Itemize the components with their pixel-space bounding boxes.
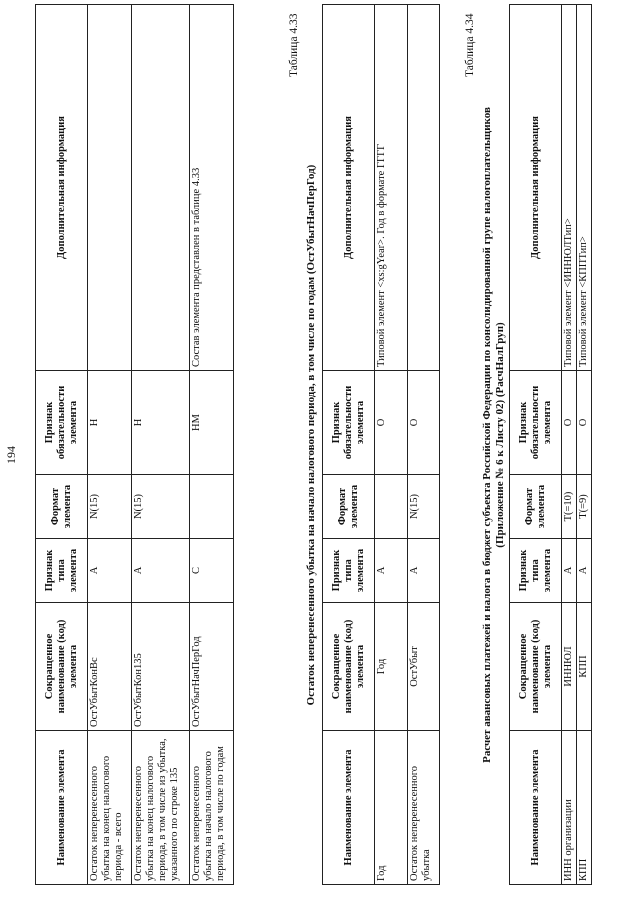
table-cell: С (190, 539, 234, 603)
header-cell: Признак типа элемента (36, 539, 88, 603)
table-cell: ОстУбыт (408, 603, 440, 731)
table-cell: О (408, 371, 440, 475)
table-cell: А (562, 539, 577, 603)
header-cell: Сокращенное наименование (код) элемента (323, 603, 375, 731)
table-cell (375, 475, 408, 539)
table-header-row (323, 5, 375, 885)
table-cell (408, 5, 440, 371)
table-cell: Н (132, 371, 190, 475)
header-cell: Дополнительная информация (36, 5, 88, 371)
table-row (577, 5, 592, 885)
table-cell: N(15) (408, 475, 440, 539)
table-cell: ОстУбытКон135 (132, 603, 190, 731)
table-cell: T(=10) (562, 475, 577, 539)
table-cell: А (577, 539, 592, 603)
table-4-33-label: Таблица 4.33 (288, 13, 300, 77)
table-row (88, 5, 132, 885)
table-cell: КПП (577, 731, 592, 885)
table-cell: Типовой элемент <xs:gYear>. Год в формате ГГГГ (375, 5, 408, 371)
table-cell: ОстУбытНачПерГод (190, 603, 234, 731)
table-4-33 (322, 4, 440, 885)
header-cell: Признак обязательности элемента (510, 371, 562, 475)
table-cell: О (562, 371, 577, 475)
header-cell: Сокращенное наименование (код) элемента (510, 603, 562, 731)
header-cell: Наименование элемента (36, 731, 88, 885)
table-cell: А (88, 539, 132, 603)
table-cell: Год (375, 731, 408, 885)
table-4-34 (509, 4, 592, 885)
table-cell: Состав элемента представлен в таблице 4.33 (190, 5, 234, 371)
table-4-34-label: Таблица 4.34 (464, 13, 476, 77)
table-row (132, 5, 190, 885)
header-cell: Признак обязательности элемента (36, 371, 88, 475)
table-row (190, 5, 234, 885)
table-cell: Н (88, 371, 132, 475)
header-cell: Дополнительная информация (510, 5, 562, 371)
header-cell: Формат элемента (323, 475, 375, 539)
table-header-row (36, 5, 88, 885)
header-cell: Дополнительная информация (323, 5, 375, 371)
table-cell: Типовой элемент <ИННЮЛТип> (562, 5, 577, 371)
table-continuation (35, 4, 234, 885)
header-cell: Формат элемента (36, 475, 88, 539)
table-cell: Остаток неперенесенного убытка на конец налогового периода - всего (88, 731, 132, 885)
table-row (562, 5, 577, 885)
table-cell (132, 5, 190, 371)
header-cell: Признак типа элемента (323, 539, 375, 603)
table-cell (190, 475, 234, 539)
table-cell: ИННЮЛ (562, 603, 577, 731)
header-cell: Наименование элемента (323, 731, 375, 885)
table-cell: А (375, 539, 408, 603)
header-cell: Формат элемента (510, 475, 562, 539)
table-cell (88, 5, 132, 371)
table-cell: T(=9) (577, 475, 592, 539)
table-cell: N(15) (88, 475, 132, 539)
table-cell: А (132, 539, 190, 603)
table-cell: ОстУбытКонВс (88, 603, 132, 731)
header-cell: Признак обязательности элемента (323, 371, 375, 475)
table-cell: О (577, 371, 592, 475)
table-cell: Типовой элемент <КППТип> (577, 5, 592, 371)
page-number: 194 (4, 446, 18, 464)
header-cell: Признак типа элемента (510, 539, 562, 603)
table-cell: Остаток неперенесенного убытка на начало налогового периода, в том числе по годам (190, 731, 234, 885)
table-cell: А (408, 539, 440, 603)
table-cell: ИНН организации (562, 731, 577, 885)
table-cell: Год (375, 603, 408, 731)
table-cell: КПП (577, 603, 592, 731)
table-cell: О (375, 371, 408, 475)
table-cell: Остаток неперенесенного убытка на конец налогового периода, в том числе из убытка, указанного по строке 135 (132, 731, 190, 885)
table-row (408, 5, 440, 885)
table-row (375, 5, 408, 885)
table-header-row (510, 5, 562, 885)
table-4-34-caption: Расчет авансовых платежей и налога в бюджет субъекта Российской Федерации по консолидированной групе налогоплательщиков (Приложение № 6 к Листу 02) (РасчНалГруп) (481, 107, 506, 763)
table-4-33-caption: Остаток неперенесенного убытка на начало налогового периода, в том числе по годам (ОстУбытНачПерГод) (305, 164, 317, 706)
header-cell: Наименование элемента (510, 731, 562, 885)
header-cell: Сокращенное наименование (код) элемента (36, 603, 88, 731)
table-cell: НМ (190, 371, 234, 475)
table-cell: N(15) (132, 475, 190, 539)
table-cell: Остаток неперенесенного убытка (408, 731, 440, 885)
